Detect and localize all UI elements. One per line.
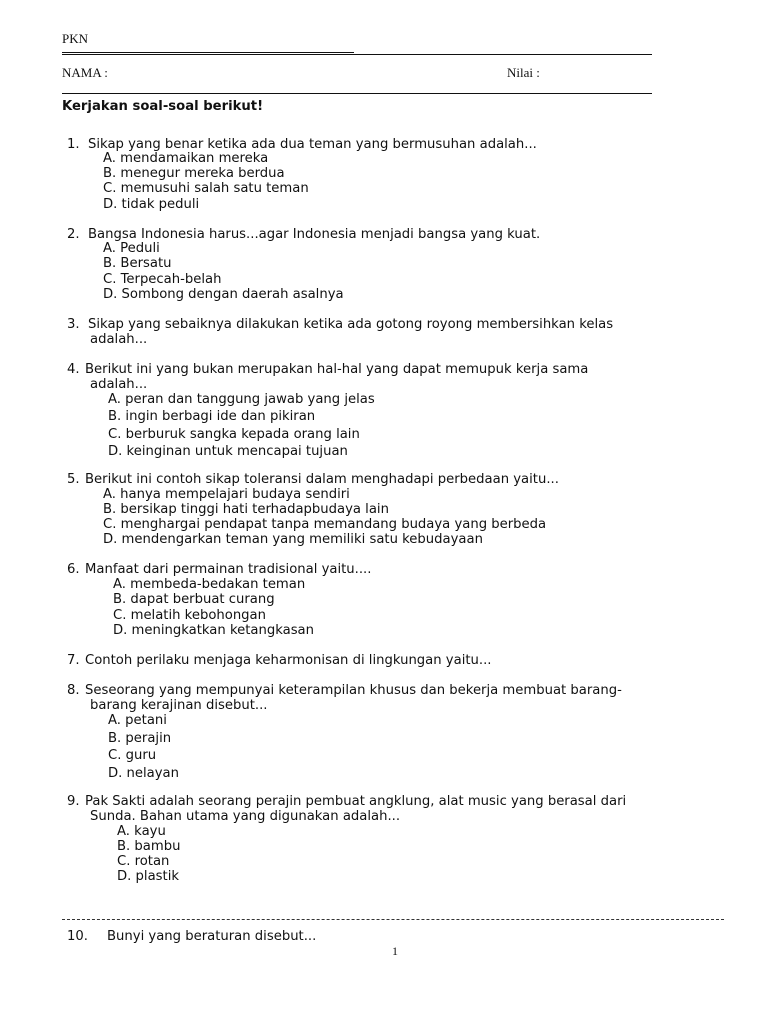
question-number: 9.: [67, 794, 80, 809]
option-c: C. memusuhi salah satu teman: [103, 181, 309, 196]
page-break-line: [62, 919, 724, 920]
option-a: A. Peduli: [103, 241, 160, 256]
question-number: 3.: [67, 317, 80, 332]
option-b: B. ingin berbagi ide dan pikiran: [108, 409, 316, 424]
question-text: Pak Sakti adalah seorang perajin pembuat angklung, alat music yang berasal dari: [85, 794, 627, 809]
option-b: B. dapat berbuat curang: [113, 592, 275, 607]
question-text: Manfaat dari permainan tradisional yaitu....: [85, 562, 372, 577]
question-text: Berikut ini contoh sikap toleransi dalam menghadapi perbedaan yaitu...: [85, 472, 559, 487]
header-divider-bottom: [62, 93, 652, 94]
option-d: D. nelayan: [108, 766, 179, 781]
option-b: B. bambu: [117, 839, 181, 854]
option-b: B. menegur mereka berdua: [103, 166, 285, 181]
option-c: C. Terpecah-belah: [103, 272, 222, 287]
option-a: A. kayu: [117, 824, 166, 839]
header-divider-top: [62, 54, 652, 55]
question-text-cont: barang kerajinan disebut...: [90, 698, 268, 713]
option-a: A. peran dan tanggung jawab yang jelas: [108, 392, 375, 407]
option-c: C. menghargai pendapat tanpa memandang budaya yang berbeda: [103, 517, 547, 532]
score-label: Nilai :: [507, 65, 540, 80]
question-number: 4.: [67, 362, 80, 377]
page-number: 1: [392, 944, 398, 958]
question-number: 5.: [67, 472, 80, 487]
option-d: D. Sombong dengan daerah asalnya: [103, 287, 344, 302]
question-number: 7.: [67, 653, 80, 668]
option-a: A. membeda-bedakan teman: [113, 577, 306, 592]
instruction-heading: Kerjakan soal-soal berikut!: [62, 99, 264, 114]
question-number: 6.: [67, 562, 80, 577]
option-c: C. melatih kebohongan: [113, 608, 266, 623]
option-c: C. berburuk sangka kepada orang lain: [108, 427, 360, 442]
question-text: Sikap yang benar ketika ada dua teman yang bermusuhan adalah...: [88, 137, 537, 152]
option-d: D. mendengarkan teman yang memiliki satu kebudayaan: [103, 532, 483, 547]
question-text-cont: adalah...: [90, 332, 148, 347]
question-text-cont: adalah...: [90, 377, 148, 392]
question-text: Contoh perilaku menjaga keharmonisan di lingkungan yaitu...: [85, 653, 492, 668]
question-text-cont: Sunda. Bahan utama yang digunakan adalah...: [90, 809, 401, 824]
question-number: 2.: [67, 227, 80, 242]
name-label: NAMA :: [62, 65, 108, 80]
question-number: 10.: [67, 929, 88, 944]
option-b: B. Bersatu: [103, 256, 172, 271]
option-d: D. keinginan untuk mencapai tujuan: [108, 444, 348, 459]
option-b: B. bersikap tinggi hati terhadapbudaya lain: [103, 502, 389, 517]
option-c: C. rotan: [117, 854, 170, 869]
option-a: A. petani: [108, 713, 167, 728]
option-a: A. hanya mempelajari budaya sendiri: [103, 487, 350, 502]
question-text: Berikut ini yang bukan merupakan hal-hal yang dapat memupuk kerja sama: [85, 362, 589, 377]
subject-label: PKN: [62, 31, 89, 46]
question-number: 8.: [67, 683, 80, 698]
option-d: D. plastik: [117, 869, 179, 884]
option-a: A. mendamaikan mereka: [103, 151, 269, 166]
header-divider-short: [62, 52, 354, 53]
option-d: D. meningkatkan ketangkasan: [113, 623, 314, 638]
question-text: Bangsa Indonesia harus...agar Indonesia menjadi bangsa yang kuat.: [88, 227, 541, 242]
question-text: Sikap yang sebaiknya dilakukan ketika ada gotong royong membersihkan kelas: [88, 317, 614, 332]
option-d: D. tidak peduli: [103, 197, 200, 212]
question-text: Bunyi yang beraturan disebut...: [107, 929, 317, 944]
option-b: B. perajin: [108, 731, 172, 746]
question-text: Seseorang yang mempunyai keterampilan khusus dan bekerja membuat barang-: [85, 683, 622, 698]
question-number: 1.: [67, 137, 80, 152]
option-c: C. guru: [108, 748, 157, 763]
